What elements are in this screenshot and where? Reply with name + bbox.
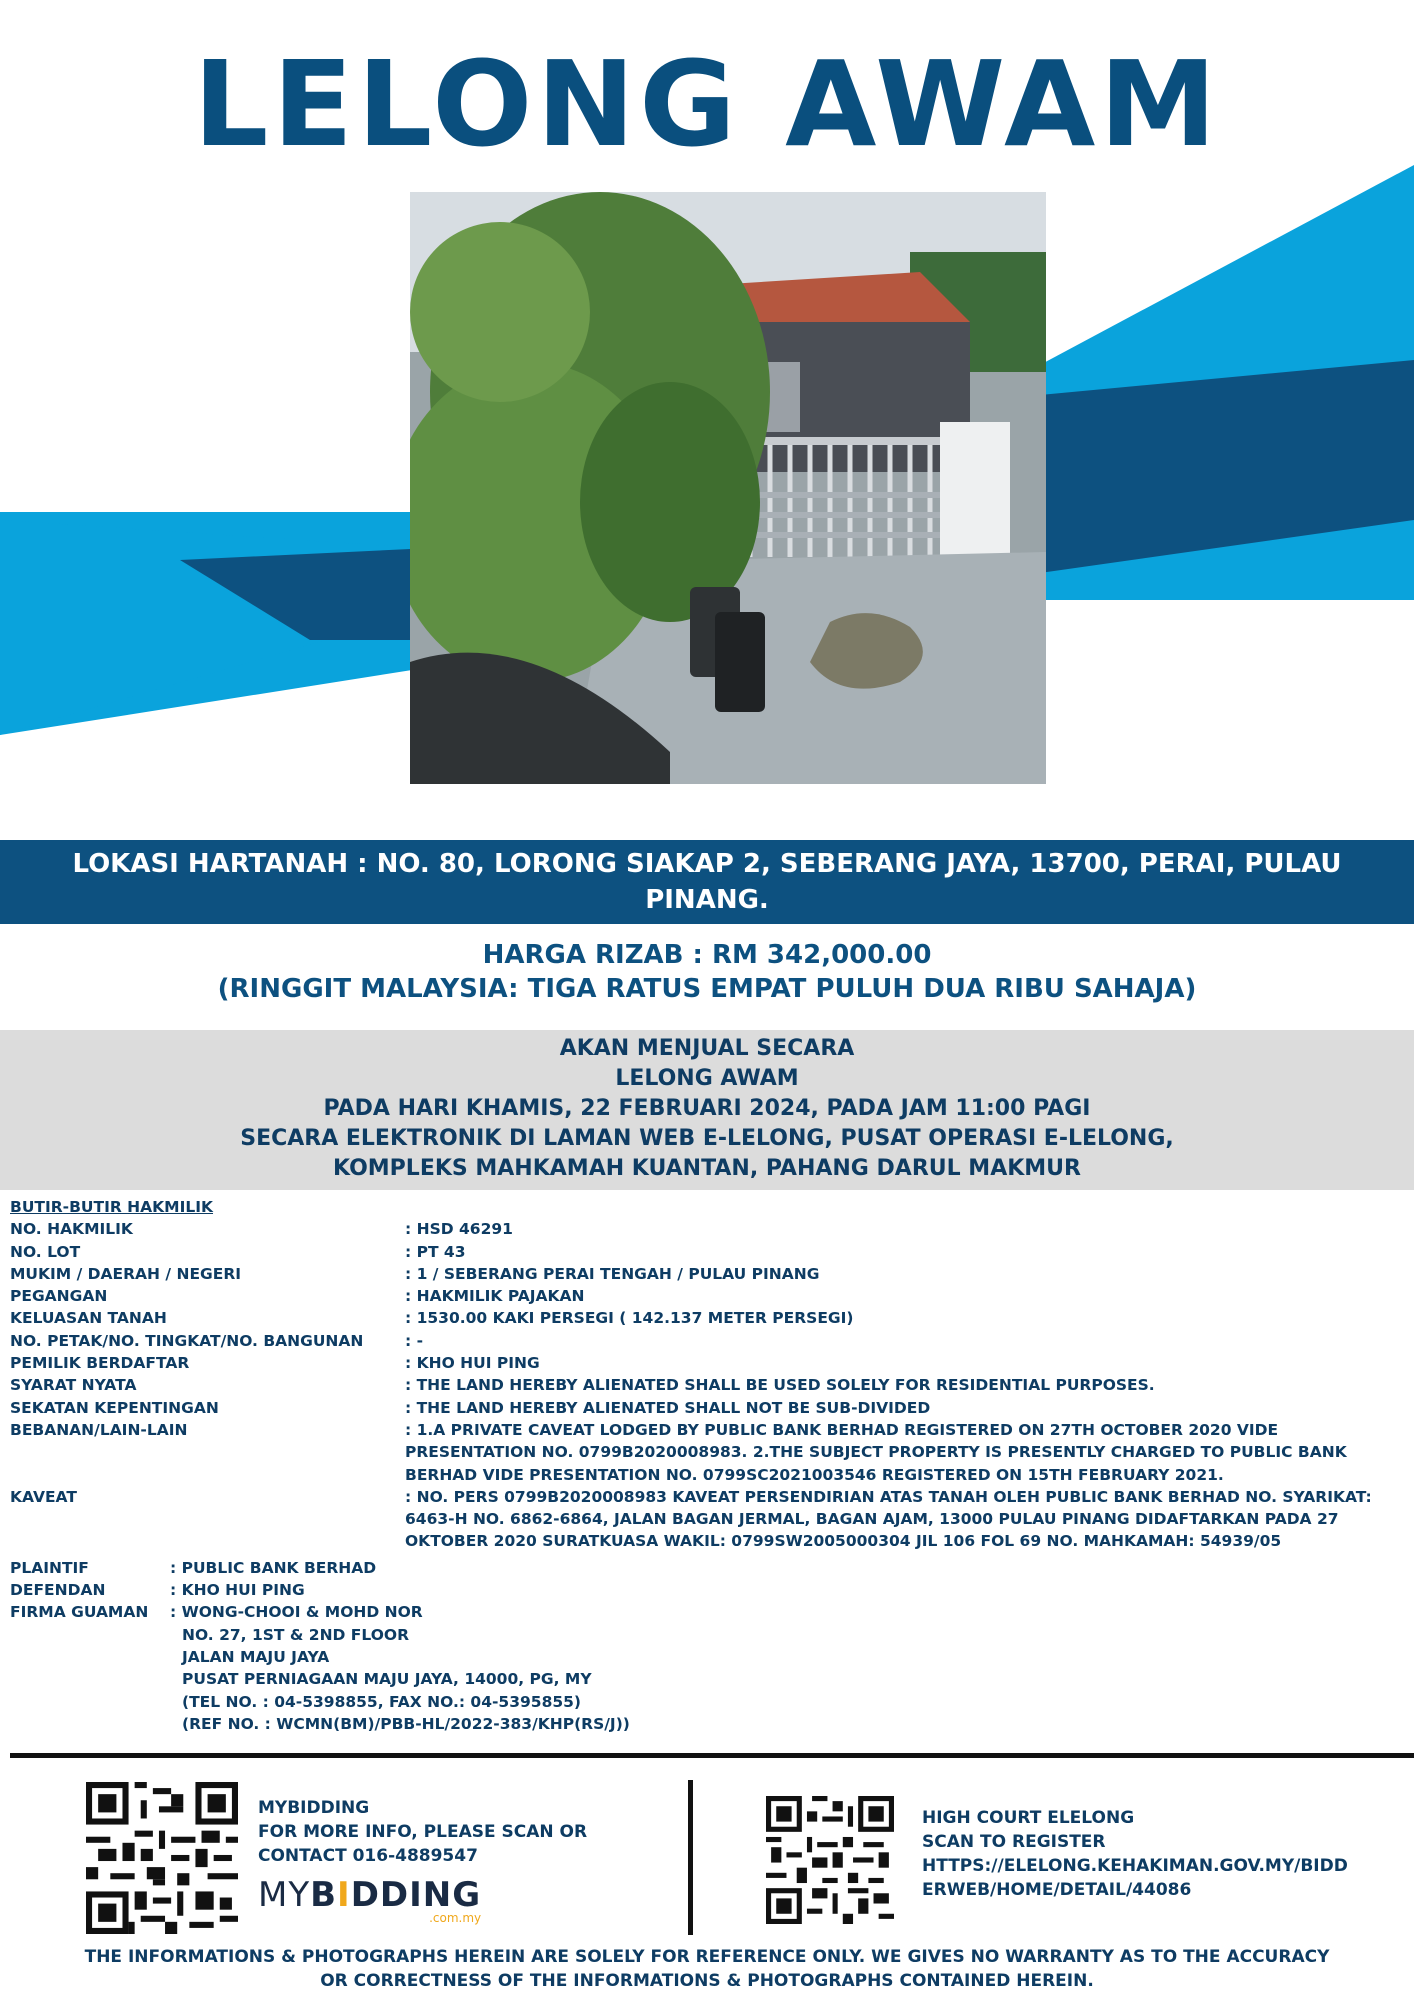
mybidding-line: FOR MORE INFO, PLEASE SCAN OR (258, 1822, 588, 1842)
detail-label: BEBANAN/LAIN-LAIN (10, 1420, 188, 1439)
disclaimer-text: THE INFORMATIONS & PHOTOGRAPHS HEREIN ARE SOLELY FOR REFERENCE ONLY. WE GIVES NO WARRANTY AS TO THE ACCURACY OR CORRECTNESS OF THE INFORMATIONS & PHOTOGRAPHS CONTAINED HEREIN. (84, 1947, 1330, 1991)
detail-value: : - (405, 1331, 424, 1350)
detail-row (10, 1307, 1410, 1329)
firm-label: FIRMA GUAMAN (10, 1603, 149, 1622)
firm-line: NO. 27, 1ST & 2ND FLOOR (182, 1625, 409, 1644)
detail-row (10, 1352, 1410, 1374)
defendant-label: DEFENDAN (10, 1581, 106, 1600)
firm-line: (REF NO. : WCMN(BM)/PBB-HL/2022-383/KHP(RS/J)) (182, 1714, 630, 1733)
detail-value: : THE LAND HEREBY ALIENATED SHALL NOT BE SUB-DIVIDED (405, 1398, 931, 1417)
reserve-price-words: (RINGGIT MALAYSIA: TIGA RATUS EMPAT PULUH DUA RIBU SAHAJA) (217, 974, 1197, 1004)
detail-value: : HAKMILIK PAJAKAN (405, 1287, 585, 1306)
detail-row (10, 1330, 1410, 1352)
detail-label: MUKIM / DAERAH / NEGERI (10, 1264, 242, 1283)
detail-value: : HSD 46291 (405, 1220, 513, 1239)
detail-label: SEKATAN KEPENTINGAN (10, 1398, 219, 1417)
detail-value: : 1 / SEBERANG PERAI TENGAH / PULAU PINANG (405, 1264, 820, 1283)
mybidding-contact: CONTACT 016-4889547 (258, 1846, 478, 1866)
detail-label: KAVEAT (10, 1487, 77, 1506)
detail-value: : PT 43 (405, 1242, 466, 1261)
detail-label: PEGANGAN (10, 1287, 108, 1306)
detail-label: KELUASAN TANAH (10, 1309, 167, 1328)
title-details (10, 1196, 1410, 1735)
elelong-qr-code[interactable] (766, 1796, 894, 1924)
elelong-url[interactable]: HTTPS://ELELONG.KEHAKIMAN.GOV.MY/BIDD (922, 1856, 1348, 1876)
logo-b: B (310, 1875, 338, 1915)
sale-date-line: PADA HARI KHAMIS, 22 FEBRUARI 2024, PADA JAM 11:00 PAGI (323, 1096, 1091, 1121)
elelong-url[interactable]: ERWEB/HOME/DETAIL/44086 (922, 1880, 1192, 1900)
detail-label: NO. PETAK/NO. TINGKAT/NO. BANGUNAN (10, 1331, 364, 1350)
sale-line: LELONG AWAM (615, 1066, 799, 1091)
firm-line: PUSAT PERNIAGAAN MAJU JAYA, 14000, PG, MY (182, 1670, 592, 1689)
mybidding-logo (258, 1875, 482, 1925)
mybidding-line: MYBIDDING (258, 1798, 370, 1818)
sale-line: KOMPLEKS MAHKAMAH KUANTAN, PAHANG DARUL MAKMUR (333, 1156, 1081, 1181)
detail-row (10, 1263, 1410, 1285)
firm-line: : WONG-CHOOI & MOHD NOR (170, 1603, 423, 1622)
detail-row (10, 1218, 1410, 1240)
mybidding-qr-code[interactable] (86, 1782, 238, 1934)
mybidding-info (258, 1796, 587, 1868)
plaintiff-label: PLAINTIF (10, 1558, 89, 1577)
detail-value: : THE LAND HEREBY ALIENATED SHALL BE USED SOLELY FOR RESIDENTIAL PURPOSES. (405, 1376, 1155, 1395)
location-banner (0, 840, 1414, 924)
elelong-line: SCAN TO REGISTER (922, 1832, 1106, 1852)
detail-row (10, 1241, 1410, 1263)
firm-line: JALAN MAJU JAYA (182, 1647, 330, 1666)
logo-dding: DDING (350, 1875, 482, 1915)
detail-row (10, 1374, 1410, 1396)
plaintiff-value: : PUBLIC BANK BERHAD (170, 1558, 377, 1577)
sale-line: AKAN MENJUAL SECARA (559, 1036, 855, 1061)
detail-label: SYARAT NYATA (10, 1376, 137, 1395)
party-row (10, 1579, 1410, 1601)
elelong-info (922, 1806, 1348, 1902)
detail-value: : KHO HUI PING (405, 1354, 540, 1373)
detail-label: NO. LOT (10, 1242, 81, 1261)
reserve-price-amount: HARGA RIZAB : RM 342,000.00 (482, 940, 932, 970)
detail-row (10, 1397, 1410, 1419)
logo-my: MY (258, 1875, 311, 1915)
details-heading: BUTIR-BUTIR HAKMILIK (10, 1198, 214, 1216)
reserve-price (0, 938, 1414, 1006)
property-photo (410, 192, 1046, 784)
defendant-value: : KHO HUI PING (170, 1581, 305, 1600)
detail-value: : 1.A PRIVATE CAVEAT LODGED BY PUBLIC BANK BERHAD REGISTERED ON 27TH OCTOBER 2020 VIDE PRESENTATION NO. 0799B2020008983. 2.THE SUBJECT PROPERTY IS PRESENTLY CHARGED TO PUBLIC BANK BERHAD VIDE PRESENTATION NO. 0799SC2021003546 REGISTERED ON 15TH FEBRUARY 2021. (405, 1420, 1347, 1484)
firm-address (170, 1601, 630, 1735)
party-row (10, 1557, 1410, 1579)
detail-row (10, 1419, 1410, 1486)
footer-divider (10, 1753, 1414, 1758)
detail-value: : NO. PERS 0799B2020008983 KAVEAT PERSENDIRIAN ATAS TANAH OLEH PUBLIC BANK BERHAD NO. SYARIKAT: 6463-H NO. 6862-6864, JALAN BAGAN JERMAL, BAGAN AJAM, 13000 PULAU PINANG DIDAFTARKAN PADA 27 OKTOBER 2020 SURATKUASA WAKIL: 0799SW2005000304 JIL 106 FOL 69 NO. MAHKAMAH: 54939/05 (405, 1487, 1372, 1551)
detail-label: NO. HAKMILIK (10, 1220, 133, 1239)
logo-sub: .com.my (429, 1911, 482, 1925)
logo-i: I (337, 1875, 351, 1915)
detail-row (10, 1486, 1410, 1553)
footer-vertical-divider (688, 1780, 693, 1935)
disclaimer (0, 1945, 1414, 1993)
property-location: LOKASI HARTANAH : NO. 80, LORONG SIAKAP 2, SEBERANG JAYA, 13700, PERAI, PULAU PINANG. (72, 849, 1342, 915)
sale-line: SECARA ELEKTRONIK DI LAMAN WEB E-LELONG, PUSAT OPERASI E-LELONG, (240, 1126, 1174, 1151)
detail-label: PEMILIK BERDAFTAR (10, 1354, 190, 1373)
firm-line: (TEL NO. : 04-5398855, FAX NO.: 04-5395855) (182, 1692, 582, 1711)
elelong-line: HIGH COURT ELELONG (922, 1808, 1135, 1828)
auction-details-banner (0, 1030, 1414, 1190)
page-title: LELONG AWAM (193, 35, 1221, 173)
detail-row (10, 1285, 1410, 1307)
detail-value: : 1530.00 KAKI PERSEGI ( 142.137 METER PERSEGI) (405, 1309, 854, 1328)
party-row (10, 1601, 1410, 1735)
